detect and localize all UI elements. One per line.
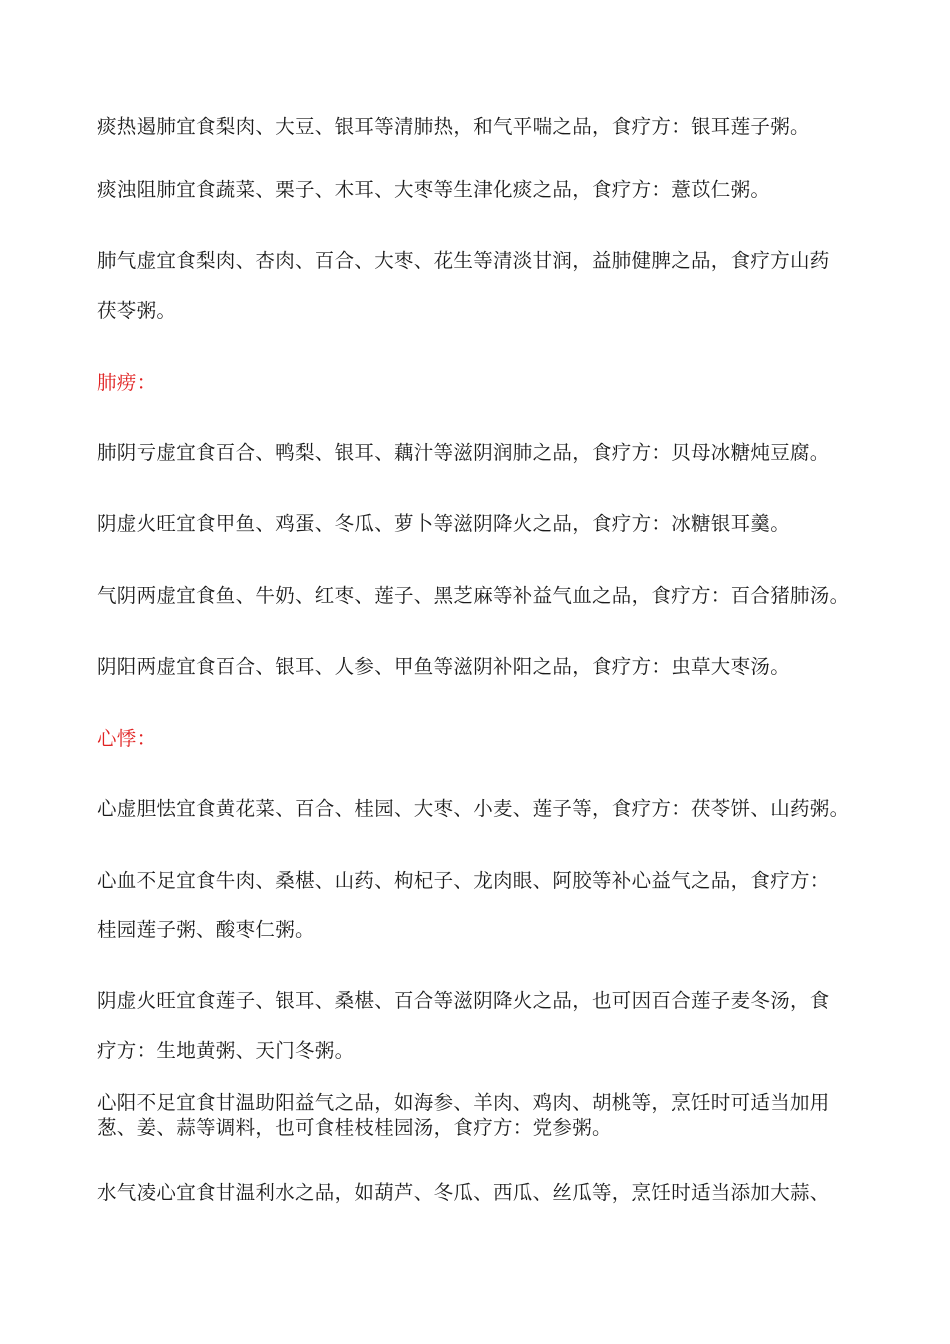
- paragraph-line: 阴虚火旺宜食莲子、银耳、桑椹、百合等滋阴降火之品，也可因百合莲子麦冬汤，食: [97, 989, 830, 1012]
- paragraph-line: 阴阳两虚宜食百合、银耳、人参、甲鱼等滋阴补阳之品，食疗方：虫草大枣汤。: [97, 655, 791, 678]
- section-heading-xinji: 心悸：: [97, 727, 157, 750]
- paragraph-line: 肺气虚宜食梨肉、杏肉、百合、大枣、花生等清淡甘润，益肺健脾之品，食疗方山药: [97, 249, 830, 272]
- paragraph-line: 阴虚火旺宜食甲鱼、鸡蛋、冬瓜、萝卜等滋阴降火之品，食疗方：冰糖银耳羹。: [97, 512, 791, 535]
- paragraph-line: 心虚胆怯宜食黄花菜、百合、桂园、大枣、小麦、莲子等，食疗方：茯苓饼、山药粥。: [97, 797, 850, 820]
- section-heading-feilao: 肺痨：: [97, 371, 157, 394]
- paragraph-line: 痰热遏肺宜食梨肉、大豆、银耳等清肺热，和气平喘之品，食疗方：银耳莲子粥。: [97, 115, 810, 138]
- paragraph-line: 葱、姜、蒜等调料，也可食桂枝桂园汤，食疗方：党参粥。: [97, 1116, 612, 1139]
- paragraph-line: 心阳不足宜食甘温助阳益气之品，如海参、羊肉、鸡肉、胡桃等，烹饪时可适当加用: [97, 1091, 830, 1114]
- paragraph-line: 肺阴亏虚宜食百合、鸭梨、银耳、藕汁等滋阴润肺之品，食疗方：贝母冰糖炖豆腐。: [97, 441, 830, 464]
- paragraph-line: 茯苓粥。: [97, 299, 177, 322]
- paragraph-line: 桂园莲子粥、酸枣仁粥。: [97, 918, 315, 941]
- paragraph-line: 气阴两虚宜食鱼、牛奶、红枣、莲子、黑芝麻等补益气血之品，食疗方：百合猪肺汤。: [97, 584, 850, 607]
- paragraph-line: 疗方：生地黄粥、天门冬粥。: [97, 1039, 355, 1062]
- paragraph-line: 水气凌心宜食甘温利水之品，如葫芦、冬瓜、西瓜、丝瓜等，烹饪时适当添加大蒜、: [97, 1181, 830, 1204]
- paragraph-line: 痰浊阻肺宜食蔬菜、栗子、木耳、大枣等生津化痰之品，食疗方：薏苡仁粥。: [97, 178, 771, 201]
- document-page: [97, 0, 872, 1344]
- paragraph-line: 心血不足宜食牛肉、桑椹、山药、枸杞子、龙肉眼、阿胶等补心益气之品，食疗方：: [97, 869, 830, 892]
